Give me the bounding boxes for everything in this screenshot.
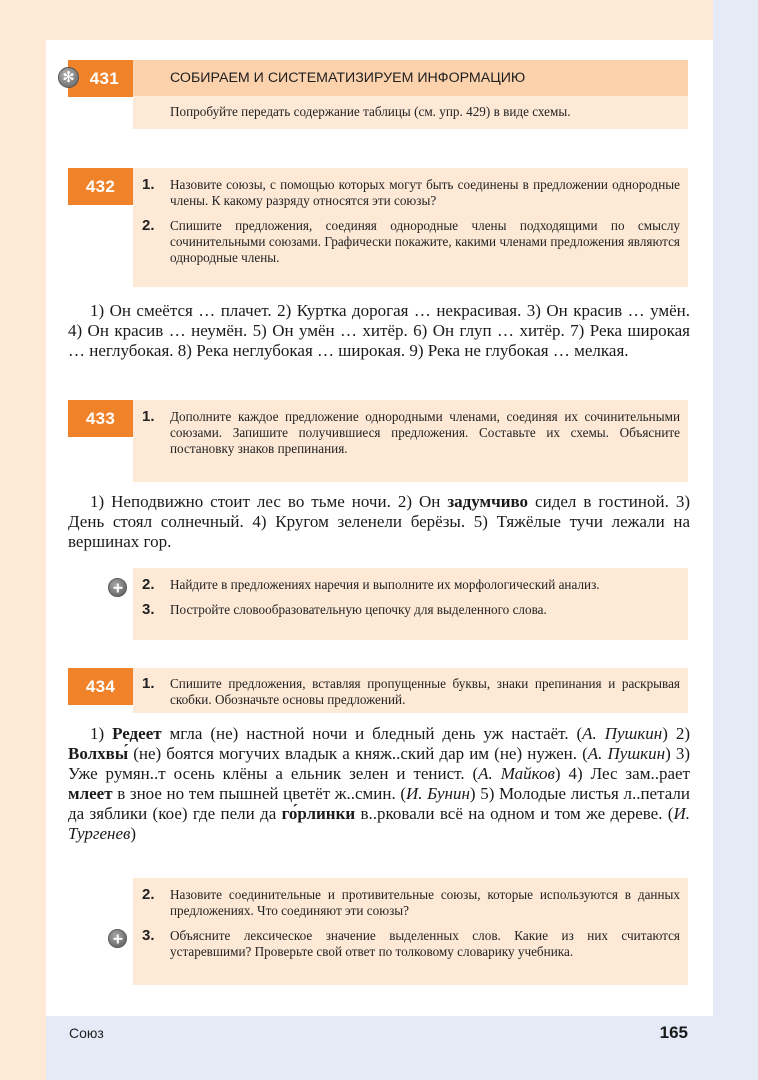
task-number: 1. bbox=[142, 176, 155, 193]
footer-band bbox=[46, 1016, 758, 1080]
sentence-text: ) bbox=[130, 824, 137, 843]
task-text: Постройте словообразовательную цепочку для выделенного слова. bbox=[170, 602, 547, 617]
exercise-434-extra-box bbox=[133, 878, 688, 985]
task-text: Дополните каждое предложение однородными членами, соединяя их сочинительными союзами. Запишите получившиеся предложения. Составьте их схемы. Объясните постановку знаков препинания. bbox=[170, 409, 680, 456]
sentence-text: ) 3) Уже румян..т осень клёны а ельник зелен и тенист. ( bbox=[68, 744, 690, 783]
exercise-434-box bbox=[133, 668, 688, 713]
task-text: Найдите в предложениях наречия и выполните их морфологический анализ. bbox=[170, 577, 600, 592]
exercise-number-badge bbox=[68, 668, 133, 705]
task-number: 2. bbox=[142, 886, 155, 903]
task-item bbox=[133, 218, 688, 266]
exercise-task: Попробуйте передать содержание таблицы (см. упр. 429) в виде схемы. bbox=[170, 104, 571, 119]
highlighted-word: Волхвы́ bbox=[68, 744, 129, 763]
exercise-header: СОБИРАЕМ И СИСТЕМАТИЗИРУЕМ ИНФОРМАЦИЮ bbox=[133, 60, 688, 96]
sentence-text: ) 2) bbox=[662, 724, 690, 743]
exercise-sentences bbox=[68, 492, 690, 552]
task-item bbox=[133, 928, 688, 960]
sentence-text: в..рковали всё на одном и том же дереве. ( bbox=[355, 804, 674, 823]
task-number: 1. bbox=[142, 408, 155, 425]
author-name: И. Тургенев bbox=[68, 804, 690, 843]
exercise-432-box bbox=[133, 168, 688, 287]
highlighted-word: го́рлинки bbox=[281, 804, 356, 823]
page-number: 165 bbox=[659, 1023, 688, 1042]
sentence-text: (не) боятся могучих владык а княж..ский дар им (не) нужен. ( bbox=[128, 744, 588, 763]
task-item bbox=[133, 409, 688, 457]
sentence-text: ) 5) Молодые листья л..петали да зяблики (кое) где пели да bbox=[68, 784, 690, 823]
highlighted-word: млеет bbox=[68, 784, 113, 803]
exercise-sentences bbox=[68, 724, 690, 844]
exercise-433-box bbox=[133, 400, 688, 482]
sentence-text: сидел в гостиной. 3) День стоял солнечный. 4) Кругом зеленели берёзы. 5) Тяжёлые тучи лежали на вершинах гор. bbox=[68, 492, 690, 551]
task-text: Спишите предложения, соединяя однородные члены подходящими по смыслу сочинительными союзами. Графически покажите, какими членами предложения являются однородные члены. bbox=[170, 218, 680, 265]
asterisk-icon: ✻ bbox=[58, 67, 79, 88]
task-item bbox=[133, 602, 688, 618]
task-number: 3. bbox=[142, 927, 155, 944]
author-name: А. Пушкин bbox=[587, 744, 666, 763]
highlighted-word: Редеет bbox=[112, 724, 162, 743]
task-text: Назовите соединительные и противительные союзы, которые используются в данных предложениях. Что соединяют эти союзы? bbox=[170, 887, 680, 918]
highlighted-word: задумчиво bbox=[447, 492, 529, 511]
exercise-431-box bbox=[133, 60, 688, 129]
task-text: Спишите предложения, вставляя пропущенные буквы, знаки препинания и раскрывая скобки. Обозначьте основы предложений. bbox=[170, 676, 680, 707]
exercise-number: 431 bbox=[89, 68, 119, 88]
exercise-number: 432 bbox=[85, 176, 116, 196]
plus-icon bbox=[108, 578, 127, 597]
exercise-number-badge bbox=[68, 400, 133, 437]
task-number: 2. bbox=[142, 576, 155, 593]
exercise-number-badge bbox=[68, 168, 133, 205]
author-name: А. Пушкин bbox=[582, 724, 663, 743]
task-number: 3. bbox=[142, 601, 155, 618]
task-text: Назовите союзы, с помощью которых могут быть соединены в предложении однородные члены. К какому разряду относятся эти союзы? bbox=[170, 177, 680, 208]
exercise-number: 434 bbox=[85, 676, 116, 696]
right-margin bbox=[713, 0, 758, 1080]
author-name: И. Бунин bbox=[406, 784, 470, 803]
task-item bbox=[133, 887, 688, 919]
exercise-number: 433 bbox=[85, 408, 116, 428]
task-item bbox=[133, 676, 688, 708]
sentence-text: 1) bbox=[90, 724, 113, 743]
sentence-text: в зное но тем пышней цветёт ж..смин. ( bbox=[112, 784, 407, 803]
plus-icon bbox=[108, 929, 127, 948]
task-item bbox=[133, 577, 688, 593]
sentence-text: мгла (не) настной ночи и бледный день уж настаёт. ( bbox=[161, 724, 583, 743]
sentence-text: 1) Неподвижно стоит лес во тьме ночи. 2) Он bbox=[90, 492, 448, 511]
footer-section-title: Союз bbox=[69, 1025, 104, 1041]
sentence-text: ) 4) Лес зам..рает bbox=[554, 764, 690, 783]
task-text: Объясните лексическое значение выделенных слов. Какие из них считаются устаревшими? Проверьте свой ответ по толковому словарику учебника. bbox=[170, 928, 680, 959]
task-number: 1. bbox=[142, 675, 155, 692]
task-number: 2. bbox=[142, 217, 155, 234]
exercise-433-extra-box bbox=[133, 568, 688, 640]
task-item bbox=[133, 177, 688, 209]
exercise-sentences: 1) Он смеётся … плачет. 2) Куртка дорогая … некрасивая. 3) Он красив … умён. 4) Он красив … неумён. 5) Он умён … хитёр. 6) Он глуп … хитёр. 7) Река широкая … неглубокая. 8) Река неглубокая … широкая. 9) Река не глубокая … мелкая. bbox=[68, 301, 690, 360]
author-name: А. Майков bbox=[478, 764, 555, 783]
